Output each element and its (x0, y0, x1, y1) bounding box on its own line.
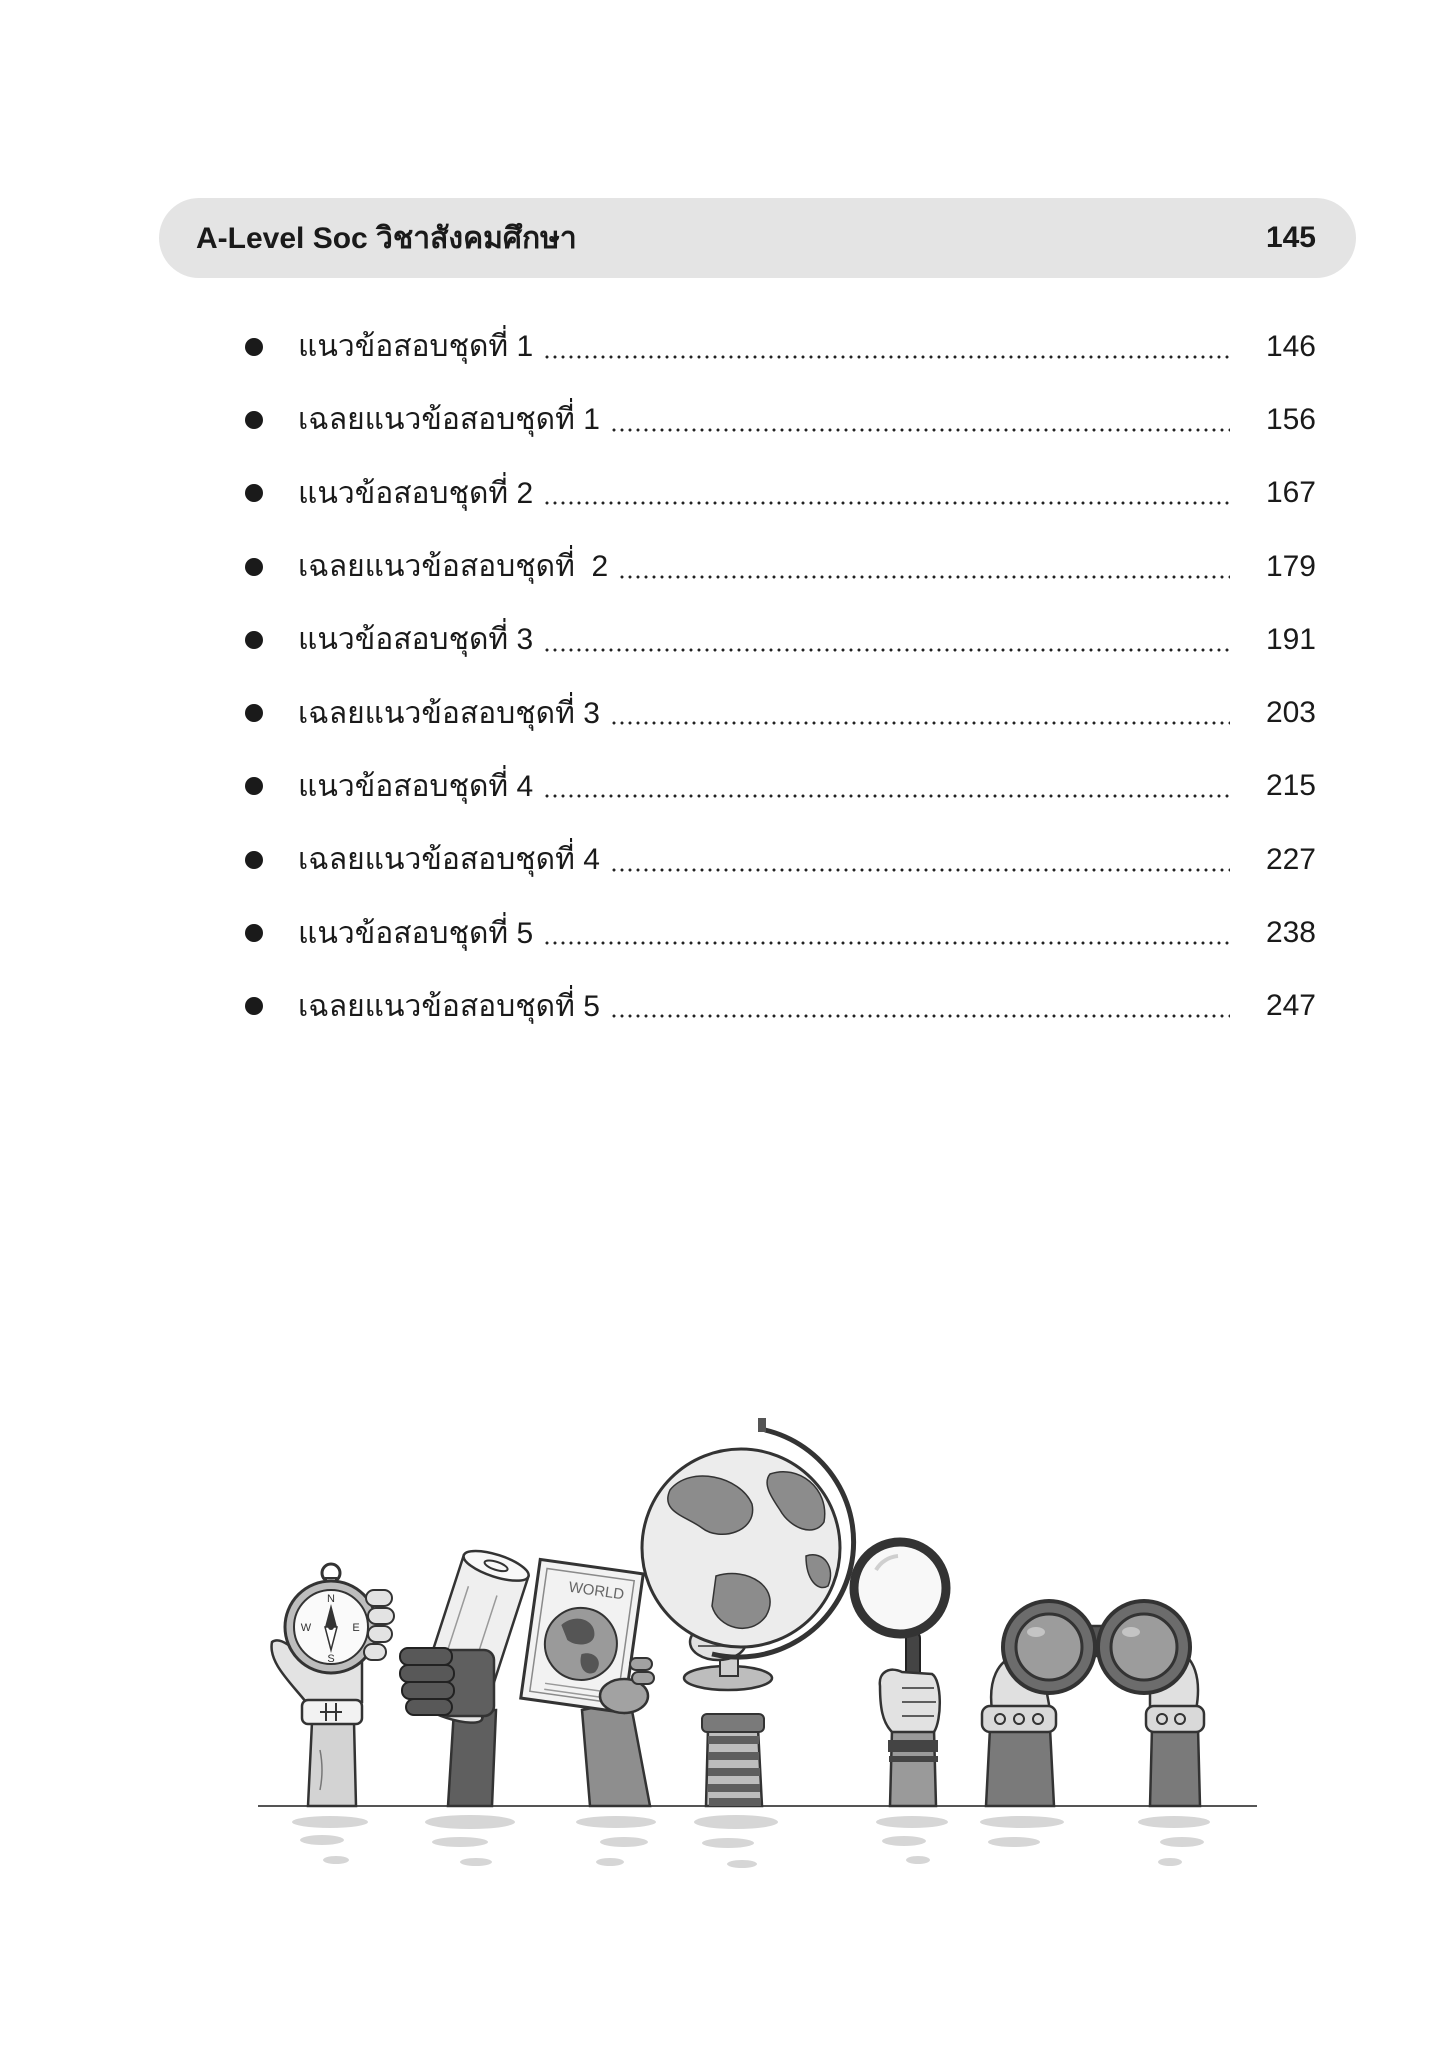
toc-item-page: 227 (1265, 842, 1316, 876)
toc-item-label: แนวข้อสอบชุดที่ 3 (298, 623, 534, 657)
toc-dot-leader (610, 721, 1230, 725)
ground-reflections (292, 1815, 1210, 1868)
bullet-icon (245, 924, 263, 942)
toc-item-label: แนวข้อสอบชุดที่ 4 (298, 769, 534, 803)
compass-west-label: W (300, 1622, 312, 1634)
bullet-icon (245, 411, 263, 429)
toc-item-label: เฉลยแนวข้อสอบชุดที่ 1 (298, 403, 600, 437)
toc-item-page: 156 (1265, 402, 1316, 436)
toc-item-label: เฉลยแนวข้อสอบชุดที่ 5 (298, 989, 600, 1023)
toc-item (240, 896, 1316, 969)
world-book-hand-illustration (521, 1559, 654, 1806)
bullet-icon (245, 704, 263, 722)
toc-dot-leader (543, 794, 1230, 798)
compass-hand-illustration (272, 1564, 394, 1806)
globe-hand-illustration (642, 1418, 854, 1806)
toc-item-page: 179 (1265, 549, 1316, 583)
bullet-icon (245, 631, 263, 649)
binoculars-hand-illustration (982, 1601, 1204, 1806)
toc-item-label: แนวข้อสอบชุดที่ 5 (298, 916, 534, 950)
compass-south-label: S (327, 1653, 335, 1665)
running-header (159, 198, 1356, 278)
toc-item (240, 823, 1316, 896)
compass-north-label: N (327, 1593, 335, 1605)
bullet-icon (245, 558, 263, 576)
toc-item-label: แนวข้อสอบชุดที่ 2 (298, 476, 534, 510)
toc-dot-leader (610, 428, 1230, 432)
compass-east-label: E (352, 1622, 360, 1634)
book-cover-label: WORLD (567, 1578, 626, 1604)
scroll-hand-illustration (400, 1545, 532, 1806)
toc-item (240, 603, 1316, 676)
bullet-icon (245, 777, 263, 795)
toc-dot-leader (543, 648, 1230, 652)
toc-item-page: 203 (1265, 696, 1316, 730)
toc-dot-leader (543, 355, 1230, 359)
bullet-icon (245, 997, 263, 1015)
toc-dot-leader (610, 1014, 1230, 1018)
toc-item-page: 191 (1265, 622, 1316, 656)
toc-item-page: 238 (1265, 916, 1316, 950)
magnifying-glass-hand-illustration (854, 1542, 946, 1806)
toc-item (240, 676, 1316, 749)
toc-dot-leader (543, 941, 1230, 945)
toc-item-page: 167 (1265, 476, 1316, 510)
toc-dot-leader (543, 501, 1230, 505)
toc-dot-leader (610, 868, 1230, 872)
toc-dot-leader (618, 575, 1230, 579)
bullet-icon (245, 851, 263, 869)
toc-item-label: เฉลยแนวข้อสอบชุดที่ 2 (298, 550, 609, 584)
toc-item-label: เฉลยแนวข้อสอบชุดที่ 4 (298, 843, 600, 877)
book-title: A-Level Soc วิชาสังคมศึกษา (196, 221, 577, 255)
toc-item (240, 310, 1316, 383)
bullet-icon (245, 338, 263, 356)
explorer-hands-illustration (250, 1410, 1260, 1890)
page-number: 145 (1265, 221, 1316, 254)
toc-item-page: 247 (1265, 989, 1316, 1023)
toc-item-page: 146 (1265, 329, 1316, 363)
toc-item-page: 215 (1265, 769, 1316, 803)
toc-item (240, 750, 1316, 823)
toc-item (240, 383, 1316, 456)
toc-item-label: แนวข้อสอบชุดที่ 1 (298, 330, 534, 364)
toc-item (240, 970, 1316, 1043)
toc-item (240, 530, 1316, 603)
table-of-contents (240, 310, 1316, 1043)
toc-item-label: เฉลยแนวข้อสอบชุดที่ 3 (298, 696, 600, 730)
toc-item (240, 457, 1316, 530)
bullet-icon (245, 484, 263, 502)
